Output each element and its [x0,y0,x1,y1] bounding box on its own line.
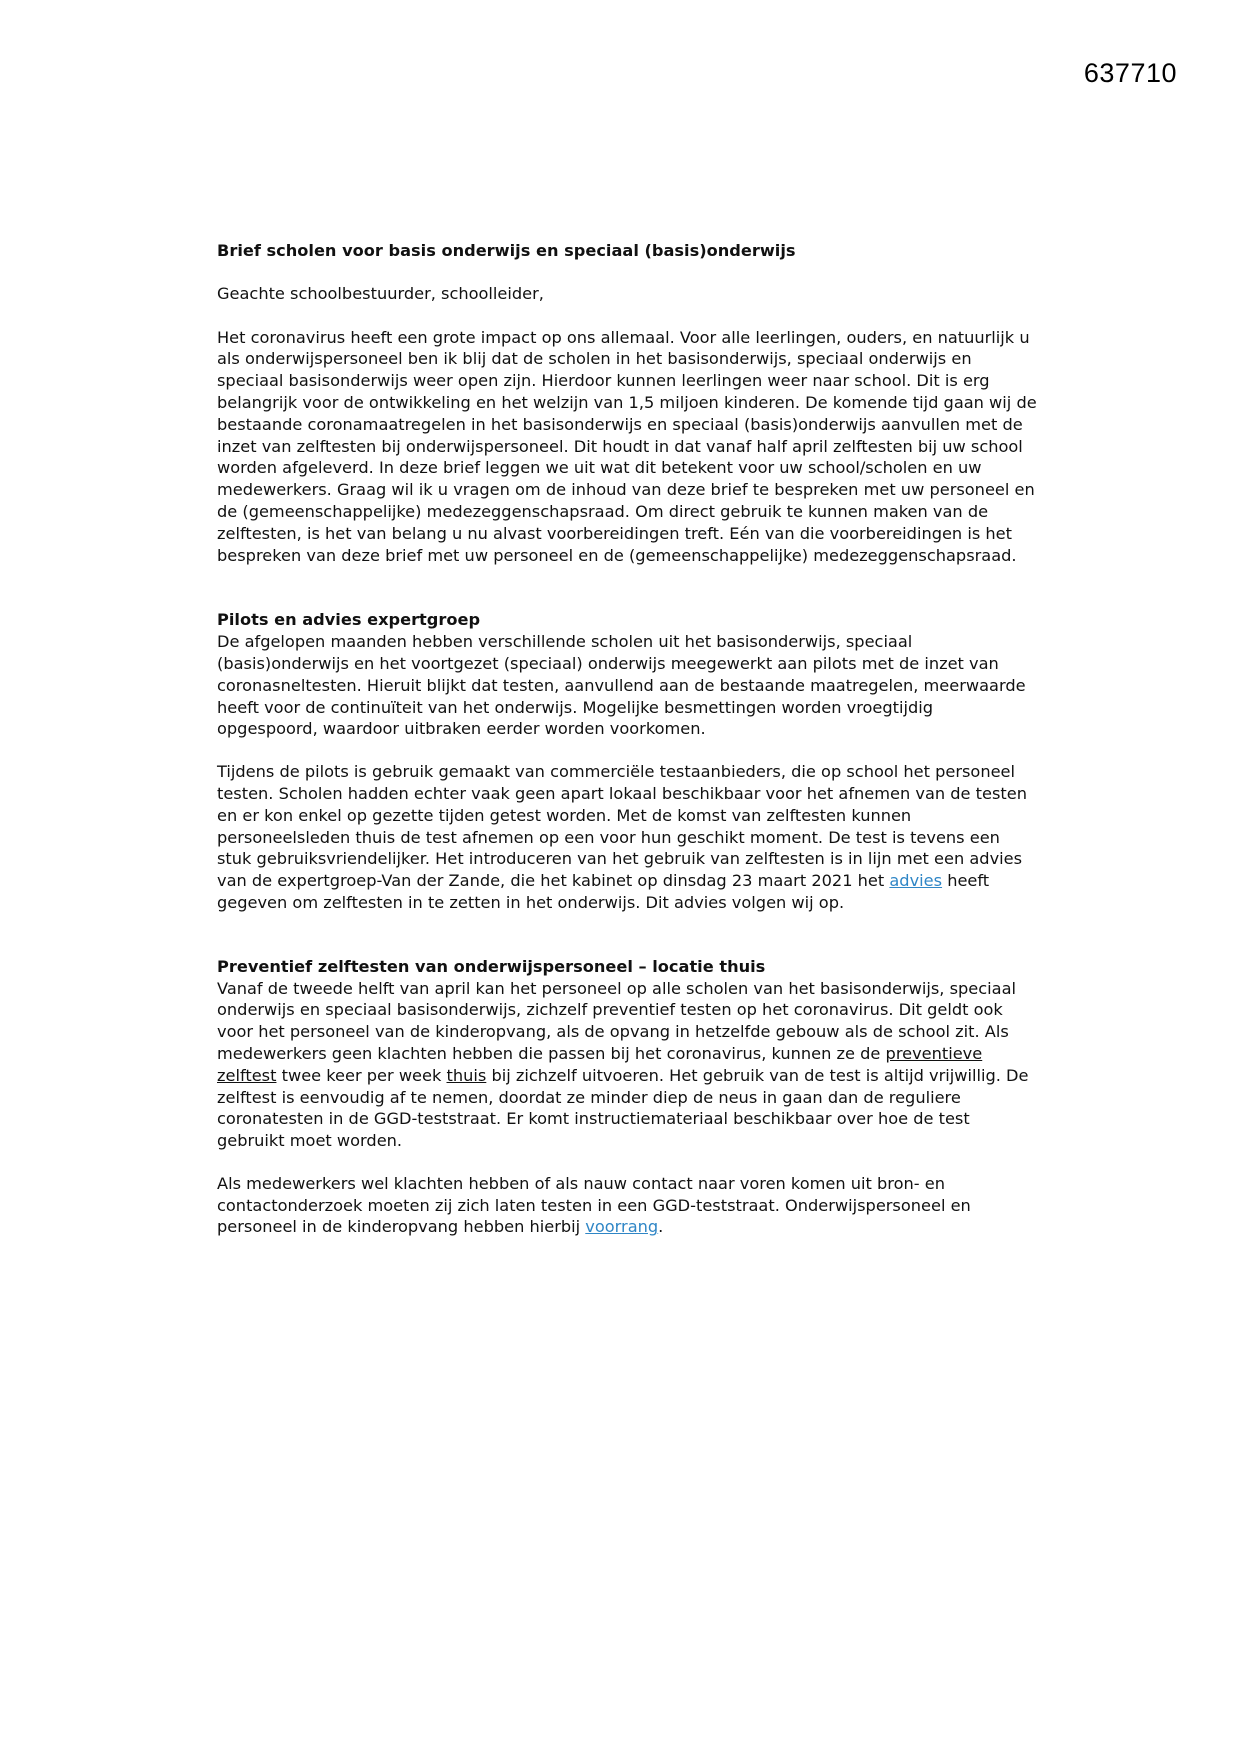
pilots-paragraph-2 [217,761,1037,914]
pilots-paragraph-2-text-a: Tijdens de pilots is gebruik gemaakt van commerciële testaanbieders, die op school het personeel testen. Scholen hadden echter vaak geen apart lokaal beschikbaar voor het afnemen van de testen en er kon enkel op gezette tijden getest worden. Met de komst van zelftesten kunnen personeelsleden thuis de test afnemen op een voor hun geschikt moment. De test is tevens een stuk gebruiksvriendelijker. Het introduceren van het gebruik van zelftesten is in lijn met een advies van de expertgroep-Van der Zande, die het kabinet op dinsdag 23 maart 2021 het [217,762,1027,891]
section-heading-pilots: Pilots en advies expertgroep [217,610,481,630]
advies-link[interactable]: advies [889,871,943,891]
section-heading-preventief: Preventief zelftesten van onderwijspersoneel – locatie thuis [217,956,766,976]
preventieve-zelftest-term: preventieve zelftest [217,1043,983,1085]
document-number: 637710 [1083,58,1177,88]
preventief-paragraph-2-text-b: . [658,1217,664,1237]
intro-paragraph: Het coronavirus heeft een grote impact op ons allemaal. Voor alle leerlingen, ouders, en natuurlijk u als onderwijspersoneel ben ik blij dat de scholen in het basisonderwijs, speciaal onderwijs en speciaal basisonderwijs weer open zijn. Hierdoor kunnen leerlingen weer naar school. Dit is erg belangrijk voor de ontwikkeling en het welzijn van 1,5 miljoen kinderen. De komende tijd gaan wij de bestaande coronamaatregelen in het basisonderwijs en speciaal (basis)onderwijs aanvullen met de inzet van zelftesten bij onderwijspersoneel. Dit houdt in dat vanaf half april zelftesten bij uw school worden afgeleverd. In deze brief leggen we uit wat dit betekent voor uw school/scholen en uw medewerkers. Graag wil ik u vragen om de inhoud van deze brief te bespreken met uw personeel en de (gemeenschappelijke) medezeggenschapsraad. Om direct gebruik te kunnen maken van de zelftesten, is het van belang u nu alvast voorbereidingen treft. Eén van die voorbereidingen is het bespreken van deze brief met uw personeel en de (gemeenschappelijke) medezeggenschapsraad. [217,327,1037,565]
letter-body [217,240,1037,1259]
salutation: Geachte schoolbestuurder, schoolleider, [217,283,544,303]
preventief-paragraph-2-text-a: Als medewerkers wel klachten hebben of als nauw contact naar voren komen uit bron- en contactonderzoek moeten zij zich laten testen in een GGD-teststraat. Onderwijspersoneel en personeel in de kinderopvang hebben hierbij [217,1173,971,1237]
pilots-paragraph-2-text-b: heeft gegeven om zelftesten in te zetten in het onderwijs. Dit advies volgen wij op. [217,871,990,912]
preventief-paragraph-1-text-c: bij zichzelf uitvoeren. Het gebruik van de test is altijd vrijwillig. De zelftest is eenvoudig af te nemen, doordat ze minder diep de neus in gaan dan de reguliere coronatesten in de GGD-teststraat. Er komt instructiemateriaal beschikbaar over hoe de test gebruikt moet worden. [217,1065,1029,1151]
voorrang-link[interactable]: voorrang [585,1217,659,1237]
letter-title: Brief scholen voor basis onderwijs en speciaal (basis)onderwijs [217,241,796,260]
pilots-paragraph-1: De afgelopen maanden hebben verschillende scholen uit het basisonderwijs, speciaal (basis)onderwijs en het voortgezet (speciaal) onderwijs meegewerkt aan pilots met de inzet van coronasneltesten. Hieruit blijkt dat testen, aanvullend aan de bestaande maatregelen, meerwaarde heeft voor de continuïteit van het onderwijs. Mogelijke besmettingen worden vroegtijdig opgespoord, waardoor uitbraken eerder worden voorkomen. [217,632,1026,739]
preventief-paragraph-1-text-a: Vanaf de tweede helft van april kan het personeel op alle scholen van het basisonderwijs, speciaal onderwijs en speciaal basisonderwijs, zichzelf preventief testen op het coronavirus. Dit geldt ook voor het personeel van de kinderopvang, als de opvang in hetzelfde gebouw als de school zit. Als medewerkers geen klachten hebben die passen bij het coronavirus, kunnen ze de [217,978,1017,1063]
preventief-paragraph-1-text-b: twee keer per week [276,1065,447,1085]
preventief-paragraph-1 [217,978,1037,1152]
thuis-term: thuis [446,1065,487,1085]
preventief-paragraph-2 [217,1173,1037,1238]
